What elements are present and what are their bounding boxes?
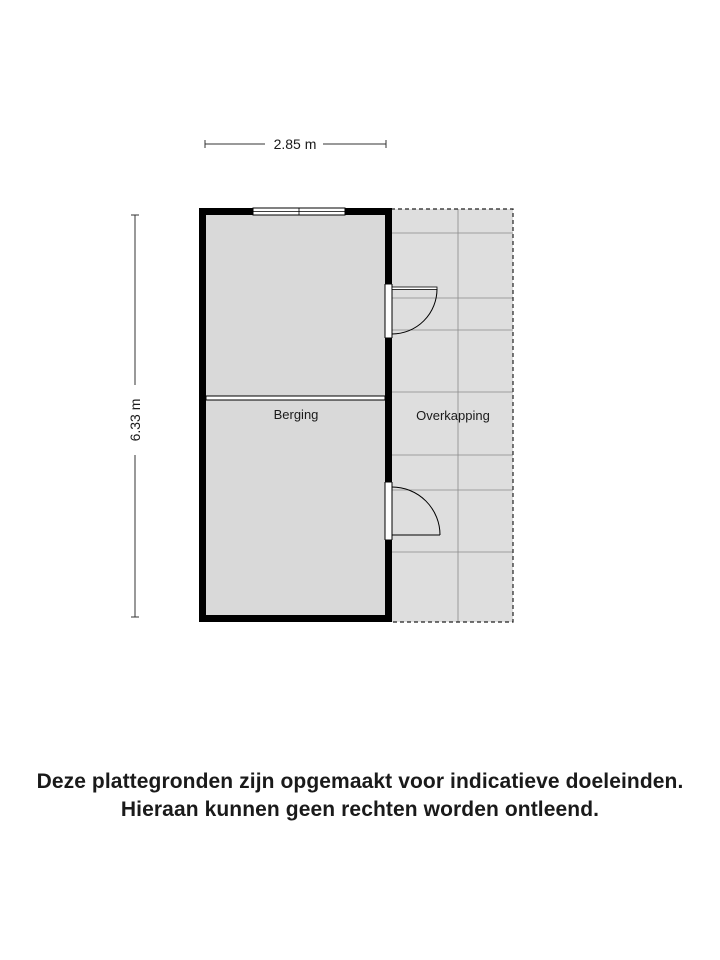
width-dimension bbox=[205, 136, 386, 152]
interior-partition bbox=[206, 396, 385, 400]
width-label: 2.85 m bbox=[273, 136, 317, 152]
disclaimer-line-2: Hieraan kunnen geen rechten worden ontleend. bbox=[120, 798, 600, 821]
height-dimension bbox=[127, 215, 143, 617]
disclaimer-line-1: Deze plattegronden zijn opgemaakt voor indicatieve doeleinden. bbox=[36, 770, 684, 793]
top-window bbox=[253, 208, 345, 215]
height-label: 6.33 m bbox=[127, 398, 143, 442]
berging-label: Berging bbox=[273, 407, 319, 422]
overkapping-label: Overkapping bbox=[416, 408, 490, 423]
